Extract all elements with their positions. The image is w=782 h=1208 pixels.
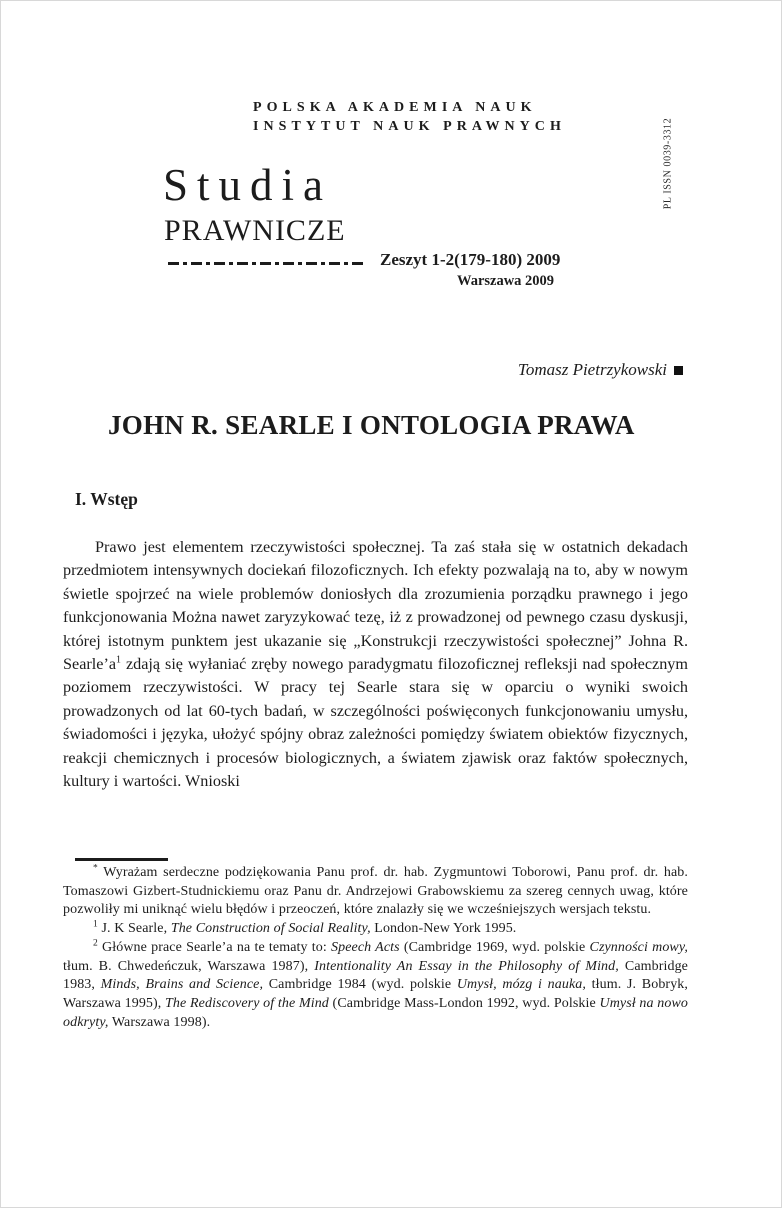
footnotes-block <box>63 864 688 1032</box>
footnote-text-run: Intentionality An Essay in the Philosophy of Mind, <box>314 958 619 974</box>
footnote-text-run: tłum. B. Chwedeńczuk, Warszawa 1987), <box>63 958 315 974</box>
article-title: JOHN R. SEARLE I ONTOLOGIA PRAWA <box>108 410 635 440</box>
footnote-text-run: London-New York 1995. <box>370 921 517 937</box>
footnote-text-run: The Construction of Social Reality, <box>170 921 371 937</box>
footnote-text-run: Minds, Brains and Science, <box>100 977 264 993</box>
footnote-asterisk <box>63 864 688 920</box>
paragraph-text-after-ref: zdają się wyłaniać zręby nowego paradygmatu filozoficznej refleksji nad społecznym poziomem rzeczywistości. W pracy tej Searle stara się w oparciu o wyniki swoich prowadzonych od lat 60-tych badań, w szczególności poświęconych funkcjonowaniu umysłu, świadomości i języka, ułożyć spójny obraz zależności pomiędzy światem obiektów fizycznych, reakcji chemicznych i procesów biologicznych, a światem zjawisk oraz faktów społecznych, kultury i wartości. Wnioski <box>63 655 688 791</box>
footnote-text-run: (Cambridge Mass-London 1992, wyd. Polskie <box>328 995 600 1011</box>
footnote-text-run: Warszawa 1998). <box>108 1014 211 1030</box>
footnote-text-run: Główne prace Searle’a na te tematy to: <box>102 939 332 955</box>
issue-number: Zeszyt 1-2(179-180) 2009 <box>380 250 561 269</box>
body-paragraph <box>63 536 688 793</box>
footnote-text-run: Umysł na nowo odkryty, <box>63 995 689 1030</box>
footnote-text-run: Czynności mowy, <box>589 939 688 955</box>
footnote-marker: 2 <box>93 938 98 949</box>
publisher-line-1: POLSKA AKADEMIA NAUK <box>253 100 537 115</box>
footnote-text-run: Umysł, mózg i nauka, <box>456 977 586 993</box>
footnote-text-run: J. K Searle, <box>101 921 171 937</box>
author-line <box>518 360 683 380</box>
publisher-line-2: INSTYTUT NAUK PRAWNYCH <box>253 119 566 134</box>
footnote-2 <box>63 939 688 1033</box>
footnote-text-run: (Cambridge 1969, wyd. polskie <box>399 939 590 955</box>
footnote-ref-mark: 1 <box>116 654 122 666</box>
footnote-separator-rule <box>75 858 168 861</box>
journal-title: Studia <box>163 160 333 210</box>
place-year: Warszawa 2009 <box>457 273 555 289</box>
author-name: Tomasz Pietrzykowski <box>517 360 667 379</box>
section-heading: I. Wstęp <box>75 489 138 509</box>
footnote-marker: 1 <box>93 919 98 930</box>
footnote-text-run: The Rediscovery of the Mind <box>165 995 329 1011</box>
footnote-text-run: Cambridge 1984 (wyd. polskie <box>263 977 457 993</box>
journal-subtitle: PRAWNICZE <box>164 214 346 247</box>
footnote-text-run: tłum. J. Bobryk, Warszawa 1995), <box>63 977 688 1011</box>
paragraph-text-before-ref: Prawo jest elementem rzeczywistości społecznej. Ta zaś stała się w ostatnich dekadach przedmiotem intensywnych dociekań filozoficznych. Ich efekty pozwalają na to, aby w nowym świetle spojrzeć na wiele problemów doniosłych dla zrozumienia porządku prawnego i jego funkcjonowania Można nawet zaryzykować tezę, iż z prowadzonej od pewnego czasu dyskusji, której istotnym punktem jest ukazanie się „Konstrukcji rzeczywistości społecznej” Johna R. Searle’a <box>63 538 688 674</box>
footnote-text-run: Speech Acts <box>331 939 400 955</box>
filled-square-icon <box>674 366 683 375</box>
footnote-text-run: Cambridge 1983, <box>63 958 688 993</box>
publisher-block <box>253 98 566 136</box>
issn-vertical-label: PL ISSN 0039-3312 <box>662 117 674 210</box>
footnote-1 <box>63 920 688 939</box>
footnote-text-run: Wyrażam serdeczne podziękowania Panu prof. dr. hab. Zygmuntowi Toborowi, Panu prof. dr. hab. Tomaszowi Gizbert-Studnickiemu oraz Panu dr. Andrzejowi Grabowskiemu za szereg cennych uwag, które pozwoliły mi uniknąć wielu błędów i przeoczeń, które znalazły się we wcześniejszych wersjach tekstu. <box>63 865 688 918</box>
dash-dot-rule <box>168 262 365 265</box>
footnote-marker: * <box>93 863 98 874</box>
